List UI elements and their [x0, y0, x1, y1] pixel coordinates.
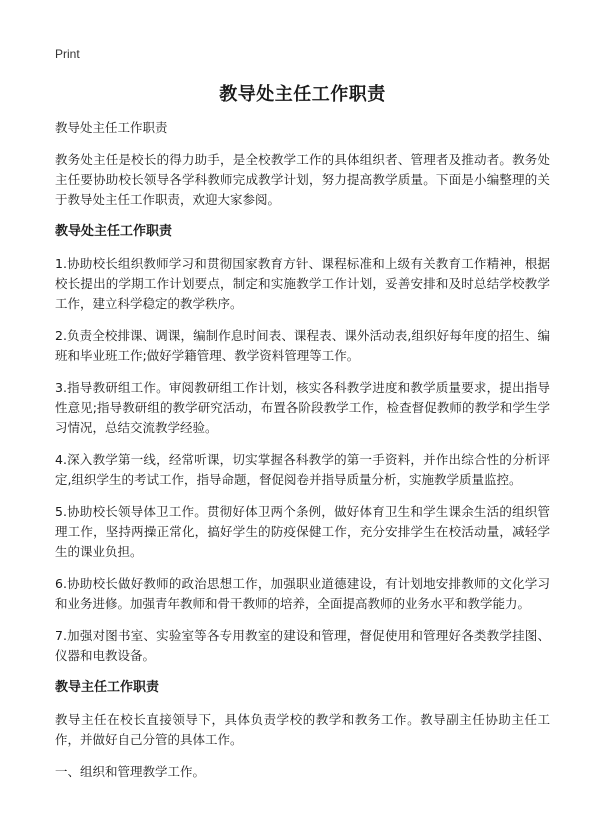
document-body [55, 118, 550, 794]
duty-item-2: 2.负责全校排课、调课，编制作息时间表、课程表、课外活动表,组织好每年度的招生、编班和毕业班工作;做好学籍管理、教学资料管理等工作。 [55, 328, 550, 363]
subsection-title: 一、组织和管理教学工作。 [55, 764, 206, 779]
page-title: 教导处主任工作职责 [219, 84, 386, 105]
duty-item-3: 3.指导教研组工作。审阅教研组工作计划，核实各科教学进度和教学质量要求，提出指导性意见;指导教研组的教学研究活动，布置各阶段教学工作，检查督促教师的教学和学生学习情况，总结交流教学经验。 [55, 380, 550, 435]
intro-paragraph: 教务处主任是校长的得力助手，是全校教学工作的具体组织者、管理者及推动者。教务处主任要协助校长领导各学科教师完成教学计划，努力提高教学质量。下面是小编整理的关于教导处主任工作职责，欢迎大家参阅。 [55, 152, 550, 207]
section-heading: 教导主任工作职责 [55, 680, 160, 695]
duty-item-1: 1.协助校长组织教师学习和贯彻国家教育方针、课程标准和上级有关教育工作精神，根据校长提出的学期工作计划要点，制定和实施教学工作计划，妥善安排和及时总结学校教学工作，建立科学稳定的教学秩序。 [55, 256, 550, 311]
duty-item-5: 5.协助校长领导体卫工作。贯彻好体卫两个条例，做好体育卫生和学生课余生活的组织管理工作，坚持两操正常化，搞好学生的防疫保健工作，充分安排学生在校活动量，减轻学生的课业负担。 [55, 504, 550, 559]
print-link[interactable]: Print [55, 47, 80, 61]
section-heading: 教导处主任工作职责 [55, 224, 173, 239]
section-intro: 教导主任在校长直接领导下，具体负责学校的教学和教务工作。教导副主任协助主任工作，并做好自己分管的具体工作。 [55, 712, 550, 747]
duty-item-6: 6.协助校长做好教师的政治思想工作，加强职业道德建设，有计划地安排教师的文化学习和业务进修。加强青年教师和骨干教师的培养，全面提高教师的业务水平和教学能力。 [55, 576, 550, 611]
intro-line: 教导处主任工作职责 [55, 120, 168, 135]
duty-item-4: 4.深入教学第一线，经常听课，切实掌握各科教学的第一手资料，并作出综合性的分析评定,组织学生的考试工作，指导命题，督促阅卷并指导质量分析，实施教学质量监控。 [55, 452, 550, 487]
duty-item-7: 7.加强对图书室、实验室等各专用教室的建设和管理，督促使用和管理好各类教学挂图、仪器和电教设备。 [55, 628, 550, 663]
